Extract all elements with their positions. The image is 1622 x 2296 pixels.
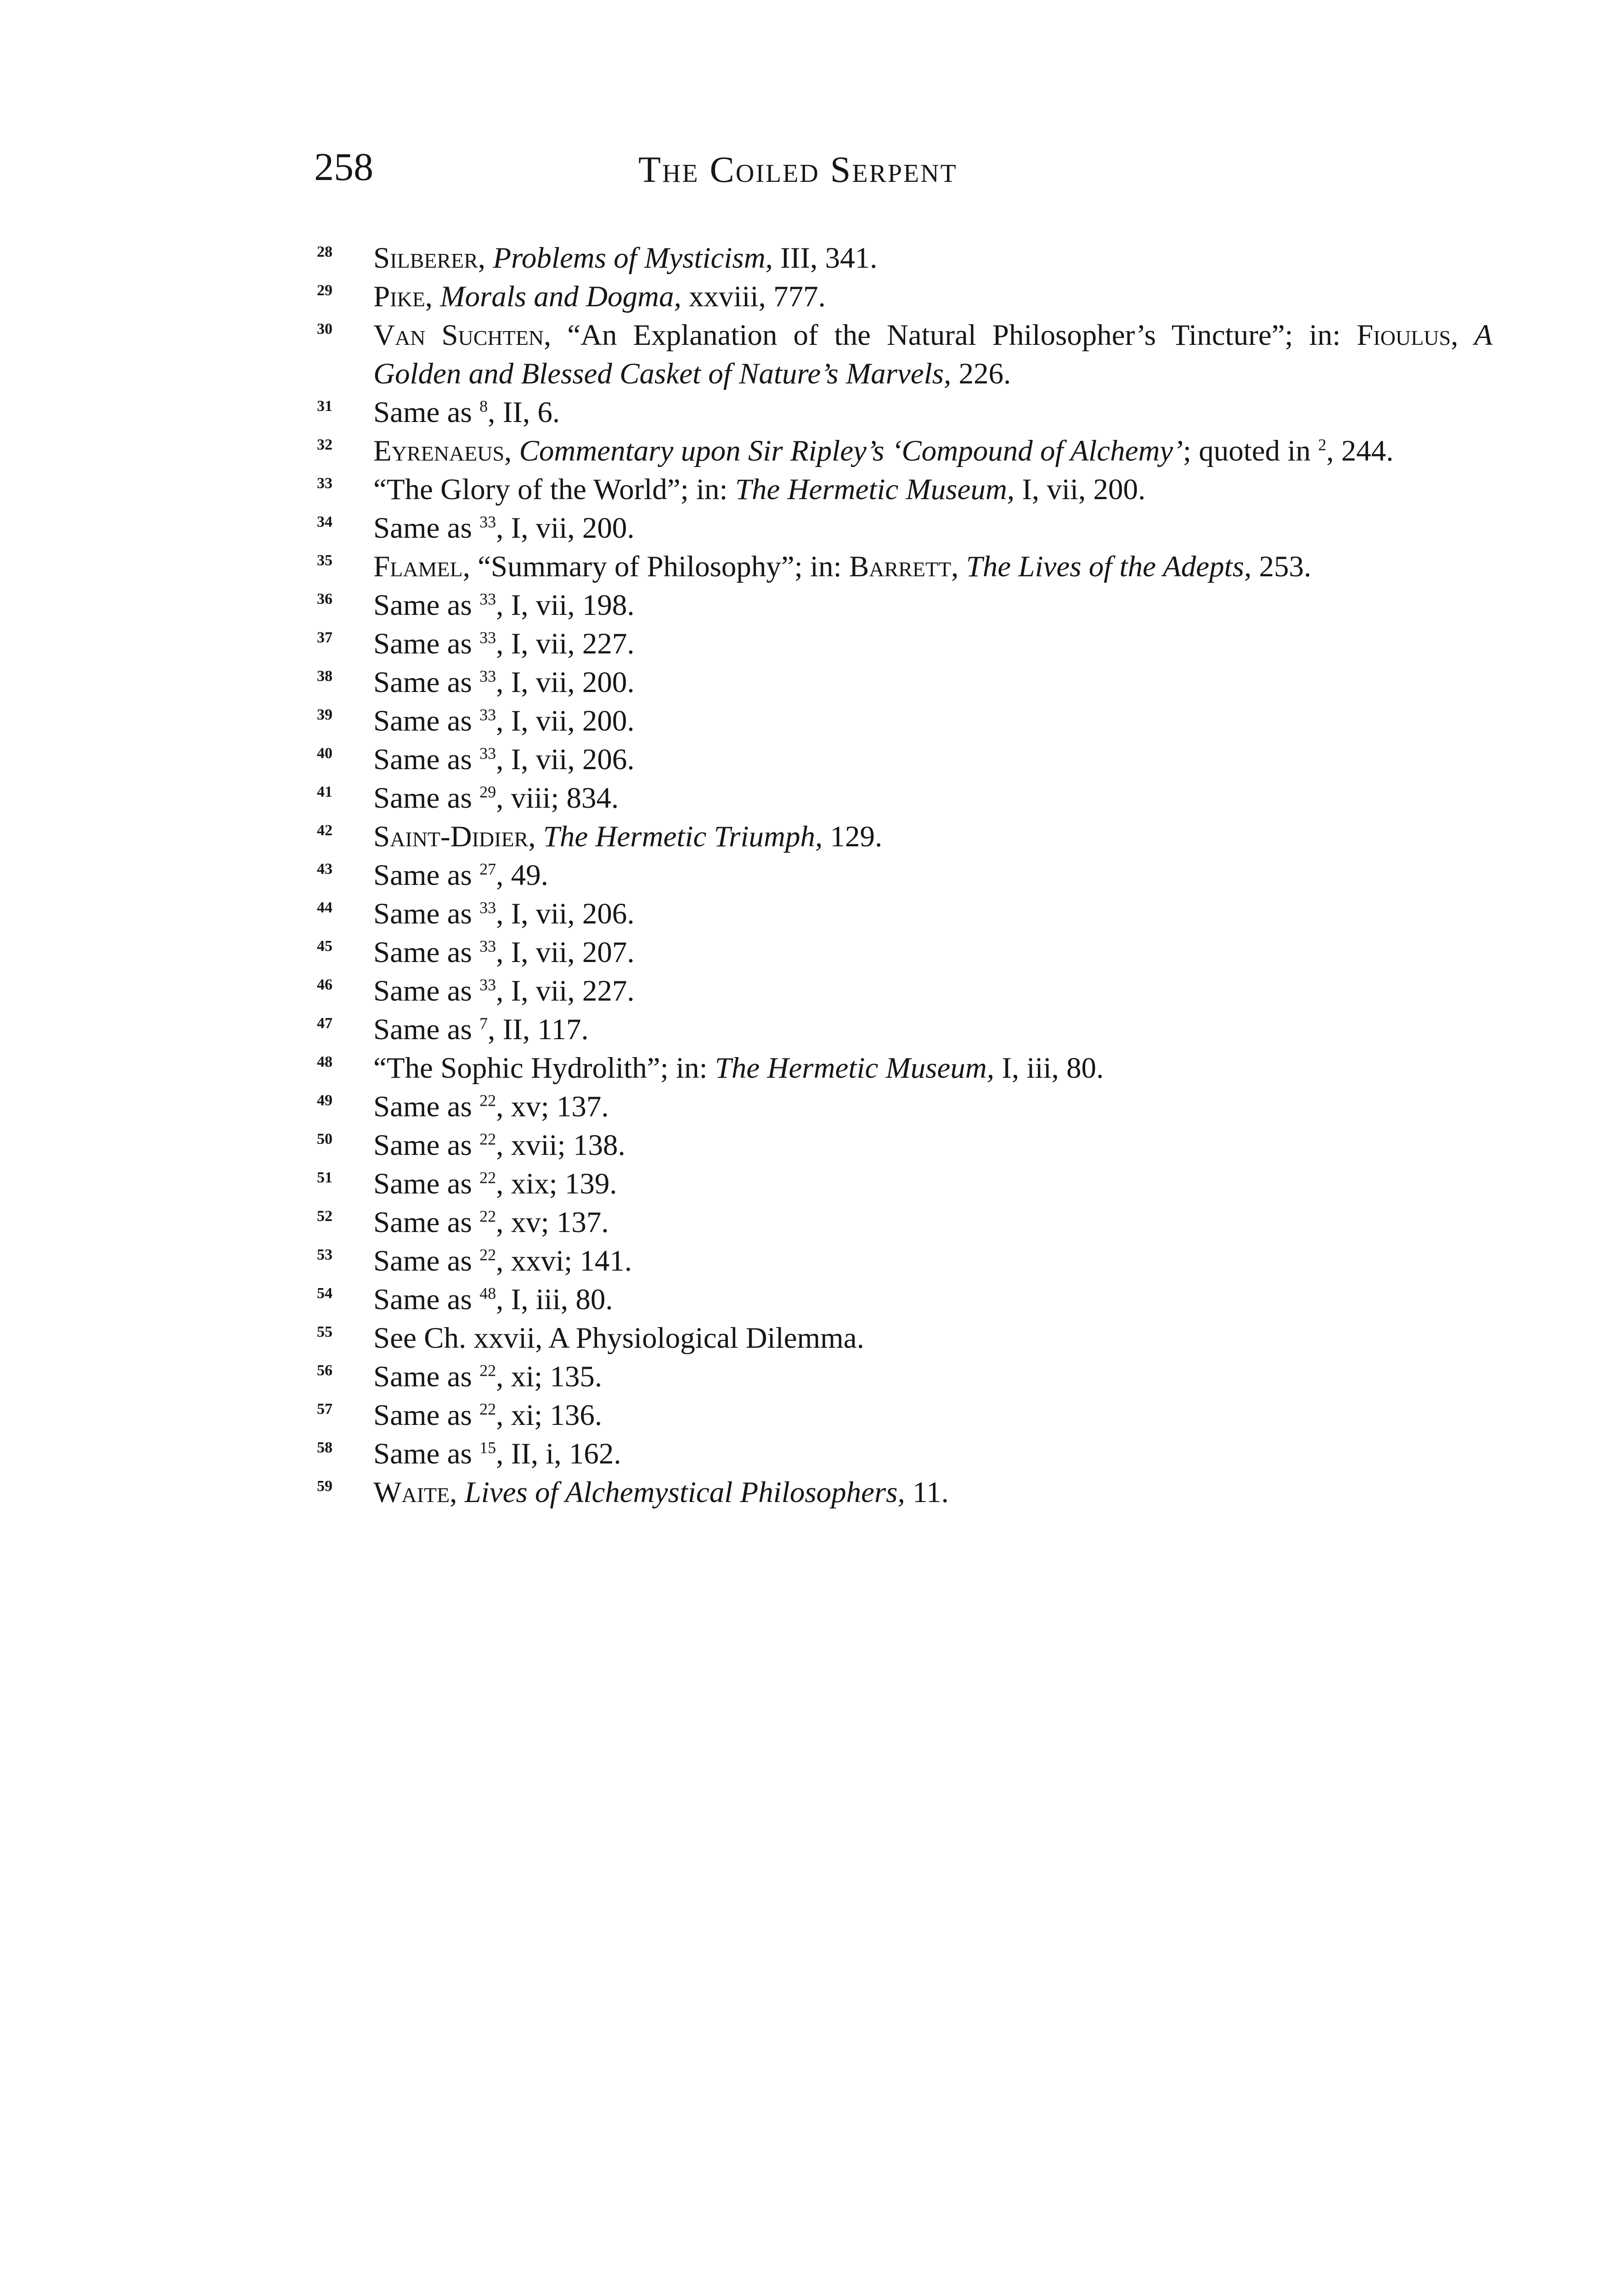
endnote-reference: 33	[479, 975, 496, 994]
endnote	[317, 1435, 1492, 1473]
endnote-number: 50	[317, 1131, 332, 1148]
endnote-text: Same as	[373, 974, 480, 1007]
endnote-work-title: Problems of Mysticism,	[493, 242, 773, 275]
endnote-work-title: The Hermetic Museum,	[715, 1052, 995, 1085]
endnote-author: Silberer,	[373, 242, 486, 275]
endnote	[317, 470, 1492, 509]
page-number: 258	[314, 145, 373, 189]
endnote	[317, 586, 1492, 625]
endnote-text: Same as	[373, 666, 480, 699]
endnote-text: , II, 6.	[488, 396, 560, 429]
endnote-text: Same as	[373, 743, 480, 776]
endnote	[317, 1280, 1492, 1319]
endnote-reference: 33	[479, 705, 496, 724]
endnote-text: , 244.	[1326, 434, 1394, 467]
endnote-text: , II, 117.	[488, 1013, 589, 1046]
endnote-number: 30	[317, 321, 332, 338]
endnote-text: “The Glory of the World”; in:	[373, 473, 735, 506]
endnote	[317, 1049, 1492, 1087]
endnote	[317, 740, 1492, 779]
endnote	[317, 239, 1492, 277]
endnote-reference: 22	[479, 1130, 496, 1148]
endnote-text: 11.	[905, 1476, 949, 1509]
endnote-reference: 33	[479, 744, 496, 763]
endnote-text: , viii; 834.	[496, 782, 619, 815]
endnote-reference: 15	[479, 1438, 496, 1457]
endnote-text: , I, vii, 227.	[496, 974, 635, 1007]
endnote-number: 48	[317, 1053, 332, 1070]
endnote-author: Saint-Didier,	[373, 820, 536, 853]
endnote-number: 31	[317, 398, 332, 415]
endnote	[317, 393, 1492, 432]
endnote	[317, 1165, 1492, 1203]
endnote-reference: 33	[479, 898, 496, 917]
endnote-number: 47	[317, 1015, 332, 1032]
endnote-reference: 48	[479, 1284, 496, 1303]
endnote	[317, 1203, 1492, 1242]
endnote-text: , xv; 137.	[496, 1206, 609, 1239]
endnote-number: 38	[317, 668, 332, 685]
endnote-reference: 22	[479, 1245, 496, 1264]
endnote-author: Van Suchten,	[373, 319, 552, 352]
endnote-text: Same as	[373, 1090, 480, 1123]
endnote-text: 129.	[822, 820, 883, 853]
endnote-number: 54	[317, 1285, 332, 1302]
endnote-text: , I, vii, 207.	[496, 936, 635, 969]
endnote-author: Eyrenaeus,	[373, 434, 512, 467]
endnote	[317, 1357, 1492, 1396]
endnote-number: 35	[317, 552, 332, 569]
endnote	[317, 1319, 1492, 1357]
endnote-number: 37	[317, 629, 332, 646]
endnote-number: 57	[317, 1401, 332, 1418]
endnotes-list	[317, 239, 1492, 1512]
endnote	[317, 817, 1492, 856]
endnote-text: , xix; 139.	[496, 1167, 617, 1200]
endnote	[317, 1396, 1492, 1435]
endnote-author: Flamel,	[373, 550, 470, 583]
endnote-text: Same as	[373, 1206, 480, 1239]
endnote-reference: 29	[479, 782, 496, 801]
endnote	[317, 509, 1492, 547]
endnote-text: Same as	[373, 1244, 480, 1277]
endnote	[317, 1242, 1492, 1280]
endnote-text: , I, vii, 206.	[496, 743, 635, 776]
endnote-number: 36	[317, 591, 332, 608]
endnote-work-title: A Golden and Blessed Casket of Nature’s Marvels,	[373, 319, 1492, 390]
endnote-text: , I, vii, 227.	[496, 627, 635, 660]
endnote-number: 42	[317, 822, 332, 839]
endnote-number: 58	[317, 1439, 332, 1456]
endnote-reference: 8	[479, 397, 488, 416]
endnote-text: “The Sophic Hydrolith”; in:	[373, 1052, 715, 1085]
endnote-text: Same as	[373, 782, 480, 815]
endnote-text: I, vii, 200.	[1014, 473, 1146, 506]
endnote-reference: 33	[479, 590, 496, 608]
endnote-reference: 7	[479, 1014, 488, 1033]
endnote-text: Same as	[373, 897, 480, 930]
endnote-text: , I, vii, 198.	[496, 589, 635, 622]
endnote-number: 32	[317, 436, 332, 453]
endnote	[317, 316, 1492, 393]
endnote-work-title: The Hermetic Museum,	[735, 473, 1015, 506]
endnote-text: , 49.	[496, 859, 548, 892]
endnote	[317, 663, 1492, 702]
endnote-number: 33	[317, 475, 332, 492]
endnote-author: Barrett,	[849, 550, 959, 583]
endnote-author: Fioulus,	[1357, 319, 1459, 352]
endnote	[317, 1087, 1492, 1126]
endnote-work-title: Morals and Dogma,	[440, 280, 681, 313]
endnote	[317, 1473, 1492, 1512]
endnote-text: Same as	[373, 1013, 480, 1046]
endnote-reference: 33	[479, 512, 496, 531]
endnote-text: Same as	[373, 704, 480, 737]
endnote-text: , I, vii, 206.	[496, 897, 635, 930]
endnote-number: 46	[317, 976, 332, 993]
endnote-work-title: Commentary upon Sir Ripley’s ‘Compound of Alchemy’	[519, 434, 1183, 467]
endnote-text: , xi; 135.	[496, 1360, 603, 1393]
endnote-reference: 22	[479, 1361, 496, 1380]
endnote	[317, 972, 1492, 1010]
endnote	[317, 432, 1492, 470]
running-title: The Coiled Serpent	[638, 150, 957, 190]
endnote-text: , xxvi; 141.	[496, 1244, 632, 1277]
endnote-number: 53	[317, 1246, 332, 1263]
endnote-number: 45	[317, 938, 332, 955]
endnote-number: 49	[317, 1092, 332, 1109]
endnote-reference: 22	[479, 1400, 496, 1418]
endnote-number: 39	[317, 706, 332, 723]
endnote-text: III, 341.	[772, 242, 878, 275]
endnote-number: 40	[317, 745, 332, 762]
endnote-number: 29	[317, 282, 332, 299]
endnote-text: Same as	[373, 1283, 480, 1316]
endnote-work-title: The Lives of the Adepts,	[966, 550, 1252, 583]
endnote-text: Same as	[373, 859, 480, 892]
endnote-text: I, iii, 80.	[994, 1052, 1104, 1085]
endnote-text: Same as	[373, 589, 480, 622]
endnote-text: , xi; 136.	[496, 1399, 603, 1432]
endnote-text: 226.	[951, 357, 1011, 390]
endnote-text: xxviii, 777.	[681, 280, 826, 313]
endnote-text: , II, i, 162.	[496, 1437, 621, 1470]
endnote-number: 55	[317, 1323, 332, 1340]
endnote-text: , xvii; 138.	[496, 1129, 625, 1162]
endnote-reference: 22	[479, 1207, 496, 1226]
endnote-text: , I, vii, 200.	[496, 666, 635, 699]
endnote-number: 56	[317, 1362, 332, 1379]
endnote-text: , I, vii, 200.	[496, 512, 635, 545]
endnote-text: ; quoted in	[1183, 434, 1318, 467]
endnote	[317, 1010, 1492, 1049]
endnote-number: 51	[317, 1169, 332, 1186]
endnote-work-title: Lives of Alchemystical Philosophers,	[464, 1476, 905, 1509]
endnote-reference: 33	[479, 628, 496, 647]
endnote-text: , I, vii, 200.	[496, 704, 635, 737]
endnote-text: Same as	[373, 396, 480, 429]
endnote-number: 52	[317, 1208, 332, 1225]
endnote	[317, 856, 1492, 895]
endnote	[317, 779, 1492, 817]
endnote-reference: 33	[479, 937, 496, 956]
endnote	[317, 895, 1492, 933]
endnote-reference: 22	[479, 1091, 496, 1110]
endnote-reference: 33	[479, 667, 496, 686]
endnote-text: “An Explanation of the Natural Philosopher’s Tincture”; in:	[551, 319, 1357, 352]
endnote-text: 253.	[1251, 550, 1312, 583]
endnote	[317, 625, 1492, 663]
endnote-text: Same as	[373, 1167, 480, 1200]
endnote-number: 28	[317, 243, 332, 260]
endnote-number: 41	[317, 783, 332, 800]
endnote-text: Same as	[373, 627, 480, 660]
endnote-text: Same as	[373, 512, 480, 545]
endnote-text: Same as	[373, 1399, 480, 1432]
endnote	[317, 702, 1492, 740]
endnote-text: Same as	[373, 1437, 480, 1470]
endnote-reference: 27	[479, 860, 496, 878]
endnote-text: Same as	[373, 936, 480, 969]
endnote-work-title: The Hermetic Triumph,	[543, 820, 823, 853]
endnote-number: 59	[317, 1478, 332, 1495]
endnote-text: Same as	[373, 1129, 480, 1162]
endnote	[317, 547, 1492, 586]
endnote-text: Same as	[373, 1360, 480, 1393]
endnote	[317, 277, 1492, 316]
endnote-number: 43	[317, 861, 332, 878]
endnote-text: , I, iii, 80.	[496, 1283, 613, 1316]
endnote-text: See Ch. xxvii, A Physiological Dilemma.	[373, 1322, 864, 1355]
endnote-text: , xv; 137.	[496, 1090, 609, 1123]
endnote-text: “Summary of Philosophy”; in:	[470, 550, 849, 583]
endnote-reference: 2	[1318, 435, 1327, 454]
endnote-author: Pike,	[373, 280, 433, 313]
endnote-reference: 22	[479, 1168, 496, 1187]
endnote-author: Waite,	[373, 1476, 457, 1509]
endnote-number: 44	[317, 899, 332, 916]
endnote	[317, 933, 1492, 972]
endnote-number: 34	[317, 513, 332, 530]
endnote	[317, 1126, 1492, 1165]
